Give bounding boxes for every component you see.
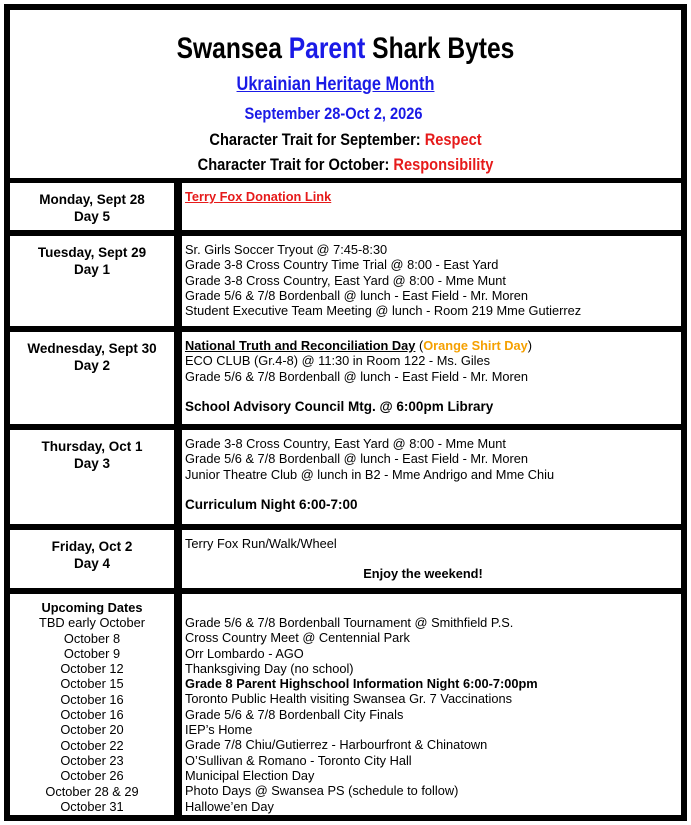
upcoming-date: October 28 & 29 <box>45 783 139 799</box>
day-number: Day 5 <box>73 209 111 224</box>
day-cell-tuesday <box>10 236 174 326</box>
title-parent: Parent <box>288 32 366 65</box>
upcoming-date: October 16 <box>60 691 124 707</box>
terry-fox-donation-link[interactable]: Terry Fox Donation Link <box>185 189 332 204</box>
day-label: Thursday, Oct 1 <box>41 439 143 454</box>
paren-close: ) <box>527 338 533 353</box>
upcoming-date: October 12 <box>60 661 124 677</box>
upcoming-date: October 8 <box>63 630 121 646</box>
day-number: Day 2 <box>73 358 111 373</box>
trait-october-label: Character Trait for October: <box>197 155 394 174</box>
upcoming-event: O’Sullivan & Romano - Toronto City Hall <box>185 752 412 768</box>
upcoming-event: Grade 8 Parent Highschool Information Night 6:00-7:00pm <box>185 676 538 692</box>
truth-reconciliation-day: National Truth and Reconciliation Day <box>185 338 416 353</box>
heritage-month-link[interactable]: Ukrainian Heritage Month <box>236 74 435 95</box>
paren-open: ( <box>415 338 424 353</box>
weekend-note: Enjoy the weekend! <box>363 566 483 582</box>
upcoming-event: Orr Lombardo - AGO <box>185 645 304 661</box>
event-item: Grade 3-8 Cross Country Time Trial @ 8:00 - East Yard <box>185 257 499 273</box>
day-number: Day 4 <box>73 556 111 571</box>
event-item: Sr. Girls Soccer Tryout @ 7:45-8:30 <box>185 242 388 257</box>
trait-october-value: Responsibility <box>393 155 494 174</box>
upcoming-date: October 20 <box>60 722 124 738</box>
trait-september <box>57 130 634 150</box>
upcoming-date: October 26 <box>60 768 124 784</box>
events-cell-friday <box>182 530 681 588</box>
upcoming-date: October 9 <box>63 645 121 661</box>
upcoming-event: IEP’s Home <box>185 722 253 738</box>
upcoming-event: Photo Days @ Swansea PS (schedule to follow) <box>185 783 459 799</box>
event-item: Grade 5/6 & 7/8 Bordenball @ lunch - East Field - Mr. Moren <box>185 287 529 303</box>
day-number: Day 3 <box>73 456 111 471</box>
upcoming-dates-cell <box>10 594 174 815</box>
upcoming-event: Thanksgiving Day (no school) <box>185 660 354 676</box>
newsletter-frame <box>4 4 687 821</box>
trait-october <box>57 155 634 175</box>
event-item: Student Executive Team Meeting @ lunch - Room 219 Mme Gutierrez <box>185 303 582 319</box>
week-dates: September 28-Oct 2, 2026 <box>244 104 423 123</box>
upcoming-events-cell <box>182 594 681 815</box>
newsletter-title <box>70 32 620 66</box>
title-shark-bytes: Shark Bytes <box>365 32 515 65</box>
day-label: Tuesday, Sept 29 <box>37 245 147 260</box>
event-item: Grade 5/6 & 7/8 Bordenball @ lunch - East Field - Mr. Moren <box>185 368 529 384</box>
upcoming-date-list <box>10 615 174 814</box>
day-label: Wednesday, Sept 30 <box>27 341 157 356</box>
upcoming-event: Grade 7/8 Chiu/Gutierrez - Harbourfront & Chinatown <box>185 737 488 753</box>
day-cell-monday <box>10 183 174 230</box>
upcoming-date: October 16 <box>60 707 124 723</box>
upcoming-event: Cross Country Meet @ Centennial Park <box>185 630 410 646</box>
truth-reconciliation-item <box>185 338 681 353</box>
events-cell-tuesday <box>182 236 681 326</box>
trait-september-value: Respect <box>424 130 482 149</box>
upcoming-title: Upcoming Dates <box>41 600 143 615</box>
upcoming-event: Municipal Election Day <box>185 767 315 783</box>
event-item: Grade 5/6 & 7/8 Bordenball @ lunch - East Field - Mr. Moren <box>185 451 529 467</box>
newsletter-header <box>10 10 681 178</box>
row-upcoming <box>10 594 681 815</box>
curriculum-night: Curriculum Night 6:00-7:00 <box>185 496 358 512</box>
day-number: Day 1 <box>73 262 111 277</box>
school-council-meeting: School Advisory Council Mtg. @ 6:00pm Library <box>185 398 494 414</box>
upcoming-date: October 23 <box>60 752 124 768</box>
day-cell-wednesday <box>10 332 174 424</box>
row-friday <box>10 530 681 588</box>
upcoming-date: October 15 <box>60 676 124 692</box>
event-item: Terry Fox Run/Walk/Wheel <box>185 536 337 551</box>
day-cell-friday <box>10 530 174 588</box>
upcoming-date: October 22 <box>60 737 124 753</box>
events-cell-monday <box>182 183 681 230</box>
day-label: Friday, Oct 2 <box>51 539 133 554</box>
row-monday <box>10 183 681 230</box>
event-item: Grade 3-8 Cross Country, East Yard @ 8:00 - Mme Munt <box>185 272 506 288</box>
event-item: Junior Theatre Club @ lunch in B2 - Mme Andrigo and Mme Chiu <box>185 466 555 482</box>
event-item: Grade 3-8 Cross Country, East Yard @ 8:00 - Mme Munt <box>185 436 506 451</box>
row-tuesday <box>10 236 681 326</box>
upcoming-date: October 31 <box>60 798 124 814</box>
day-label: Monday, Sept 28 <box>39 192 145 207</box>
upcoming-date: TBD early October <box>39 615 145 631</box>
row-thursday <box>10 430 681 524</box>
upcoming-event: Toronto Public Health visiting Swansea Gr. 7 Vaccinations <box>185 691 512 707</box>
day-cell-thursday <box>10 430 174 524</box>
row-wednesday <box>10 332 681 424</box>
orange-shirt-day: Orange Shirt Day <box>423 338 528 353</box>
events-cell-wednesday <box>182 332 681 424</box>
events-cell-thursday <box>182 430 681 524</box>
trait-september-label: Character Trait for September: <box>209 130 425 149</box>
event-item: ECO CLUB (Gr.4-8) @ 11:30 in Room 122 - Ms. Giles <box>185 353 491 369</box>
upcoming-event: Grade 5/6 & 7/8 Bordenball Tournament @ Smithfield P.S. <box>185 615 514 630</box>
upcoming-event: Grade 5/6 & 7/8 Bordenball City Finals <box>185 706 404 722</box>
upcoming-event: Hallowe’en Day <box>185 798 274 814</box>
title-swansea: Swansea <box>176 32 289 65</box>
